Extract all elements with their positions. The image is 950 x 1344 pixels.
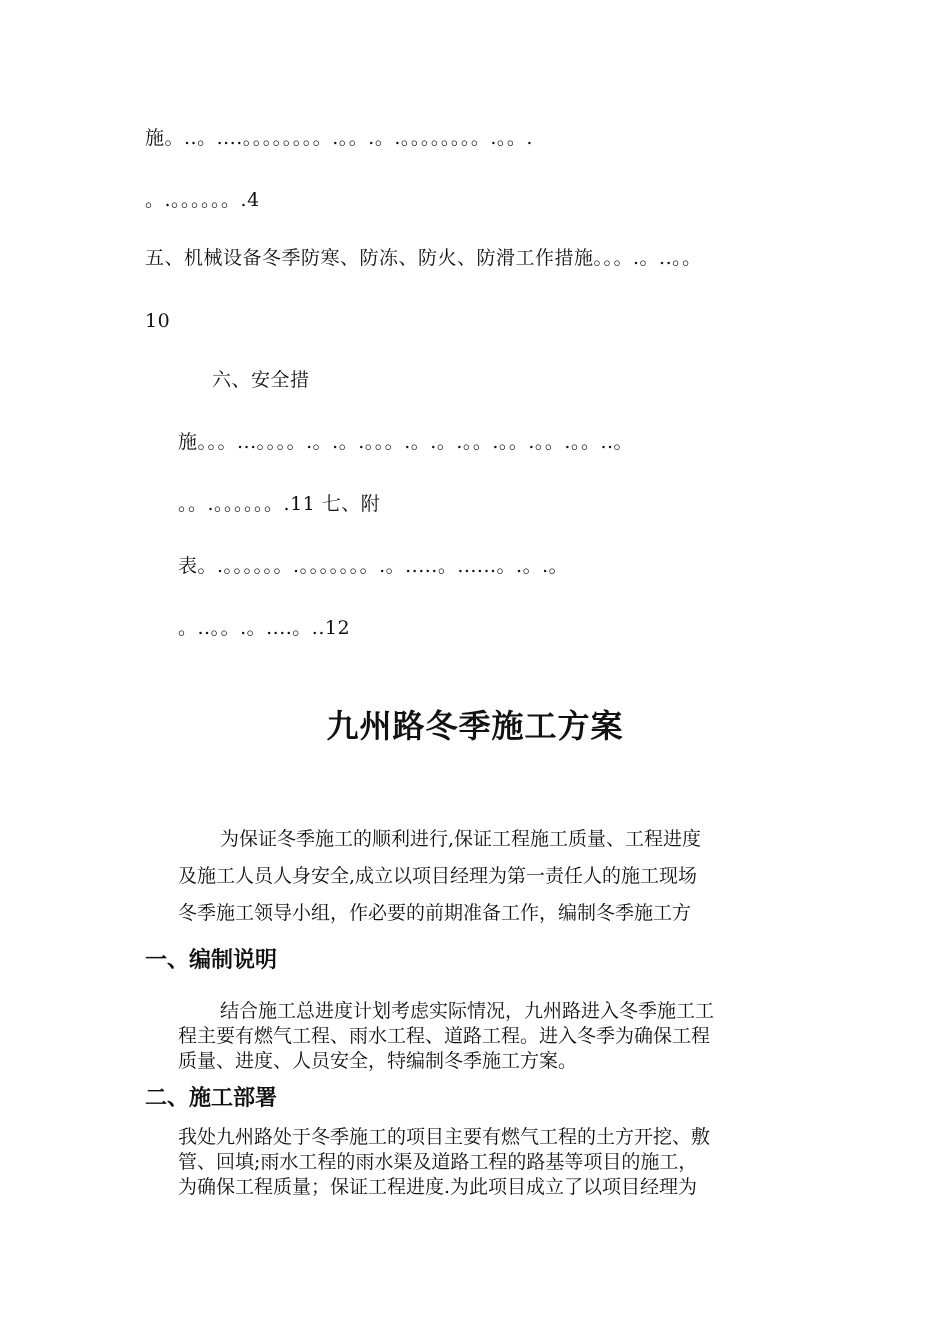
paragraph-line: 我处九州路处于冬季施工的项目主要有燃气工程的土方开挖、敷 (178, 1126, 711, 1148)
toc-entry-safety: 六、安全措 (212, 369, 310, 391)
section-heading-deployment: 二、施工部署 (145, 1086, 278, 1111)
paragraph-line: 结合施工总进度计划考虑实际情况，九州路进入冬季施工工 (220, 1000, 715, 1022)
section-heading-compilation: 一、编制说明 (145, 948, 278, 973)
document-title: 九州路冬季施工方案 (326, 707, 624, 745)
paragraph-line: 为保证冬季施工的顺利进行,保证工程施工质量、工程进度 (220, 828, 702, 850)
toc-entry-appendix: 。。.。。。。。。.11 七、附 (178, 493, 381, 515)
paragraph-line: 质量、进度、人员安全，特编制冬季施工方案。 (178, 1050, 578, 1072)
toc-line: 。..。。.。....。..12 (178, 617, 351, 639)
paragraph-line: 及施工人员人身安全,成立以项目经理为第一责任人的施工现场 (178, 865, 698, 887)
toc-entry-machinery: 五、机械设备冬季防寒、防冻、防火、防滑工作措施。。。.。..。。 (145, 247, 702, 269)
toc-line: 施。..。....。。。。。。。。.。。.。.。。。。。。。。.。。. (145, 127, 533, 149)
paragraph-line: 冬季施工领导小组，作必要的前期准备工作，编制冬季施工方 (178, 902, 692, 924)
paragraph-line: 程主要有燃气工程、雨水工程、道路工程。进入冬季为确保工程 (178, 1025, 711, 1047)
toc-page-number: 10 (145, 310, 171, 332)
toc-line: 施。。。...。。。。.。.。.。。。.。.。.。。.。。.。。.。。..。 (178, 431, 634, 453)
paragraph-line: 管、回填;雨水工程的雨水渠及道路工程的路基等项目的施工， (178, 1151, 698, 1173)
toc-line: 表。.。。。。。。.。。。。。。。.。.....。......。.。.。 (178, 555, 569, 577)
toc-line: 。.。。。。。。.4 (145, 189, 260, 211)
paragraph-line: 为确保工程质量；保证工程进度.为此项目成立了以项目经理为 (178, 1176, 698, 1198)
